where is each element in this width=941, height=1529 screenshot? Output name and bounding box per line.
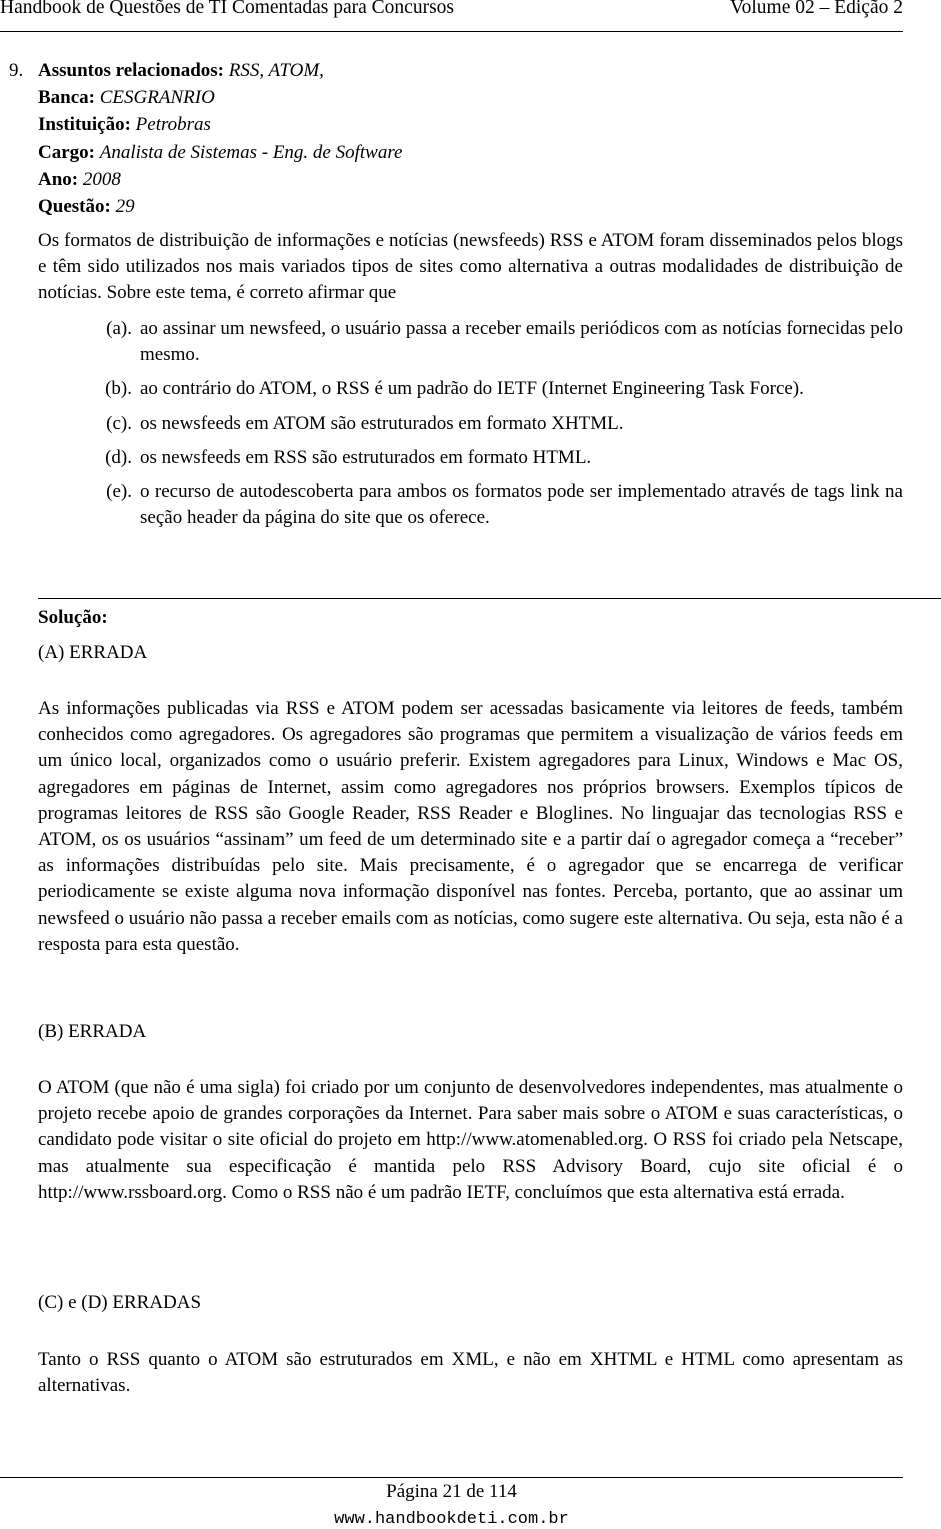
section-cd-text: Tanto o RSS quanto o ATOM são estruturados em XML, e não em XHTML e HTML como apresentam as alternativas. — [38, 1349, 903, 1397]
meta-ano: Ano: 2008 — [38, 168, 121, 190]
section-a-heading: (A) ERRADA — [38, 642, 148, 663]
option-e: (e). o recurso de autodescoberta para ambos os formatos pode ser implementado através de tags link na seção header da página do site que os oferece. — [106, 481, 903, 529]
meta-instituicao: Instituição: Petrobras — [38, 114, 211, 136]
footer-rule — [0, 1477, 903, 1478]
option-c: (c). os newsfeeds em ATOM são estruturados em formato XHTML. — [106, 412, 624, 434]
section-b-text: O ATOM (que não é uma sigla) foi criado por um conjunto de desenvolvedores independentes, mas atualmente o projeto recebe apoio de grandes corporações da Internet. Para saber mais sobre o ATOM e suas características, o candidato pode visitar o site oficial do projeto em http://www.atomenabled.org. O RSS foi criado pela Netscape, mas atualmente sua especificação é mantida pelo RSS Advisory Board, cujo site oficial é o http://www.rssboard.org. Como o RSS não é um padrão IETF, concluímos que esta alternativa está errada. — [38, 1077, 903, 1203]
question-meta — [38, 57, 402, 220]
solution-title: Solução: — [38, 607, 108, 628]
section-cd-heading: (C) e (D) ERRADAS — [38, 1292, 202, 1313]
meta-cargo: Cargo: Analista de Sistemas - Eng. de Software — [38, 141, 403, 163]
option-a: (a). ao assinar um newsfeed, o usuário passa a receber emails periódicos com as notícias fornecidas pelo mesmo. — [106, 318, 903, 366]
meta-subjects: Assuntos relacionados: RSS, ATOM, — [38, 60, 324, 81]
header-rule — [0, 31, 903, 32]
section-b-heading: (B) ERRADA — [38, 1021, 147, 1042]
meta-banca: Banca: CESGRANRIO — [38, 87, 215, 109]
page-number: Página 21 de 114 — [386, 1481, 517, 1502]
running-header — [0, 0, 903, 19]
volume-label: Volume 02 – Edição 2 — [730, 0, 903, 18]
book-title: Handbook de Questões de TI Comentadas para Concursos — [0, 0, 454, 18]
question-statement: Os formatos de distribuição de informações e notícias (newsfeeds) RSS e ATOM foram disseminados pelos blogs e têm sido utilizados nos mais variados tipos de sites como alternativa a outras modalidades de distribuição de notícias. Sobre este tema, é correto afirmar que — [38, 230, 903, 304]
section-a-text: As informações publicadas via RSS e ATOM podem ser acessadas basicamente via leitores de feeds, também conhecidos como agregadores. Os agregadores são programas que permitem a visualização de vários feeds em um único local, organizados como o usuário preferir. Existem agregadores para Linux, Windows e Mac OS, agregadores em páginas de Internet, assim como agregadores nos próprios browsers. Exemplos típicos de programas leitores de RSS são Google Reader, RSS Reader e Bloglines. No linguajar das tecnologias RSS e ATOM, os os usuários “assinam” um feed de um determinado site e a partir daí o agregador começa a “receber” as informações distribuídas pelo site. Mais precisamente, é o agregador que se encarrega de verificar periodicamente se existe alguma nova informação disponível nas fontes. Perceba, portanto, que ao assinar um newsfeed o usuário não passa a receber emails com as notícias, como sugere este alternativa. Ou seja, esta não é a resposta para esta questão. — [38, 698, 903, 955]
solution-rule — [38, 598, 941, 599]
question-number: 9. — [9, 60, 24, 81]
option-b: (b). ao contrário do ATOM, o RSS é um padrão do IETF (Internet Engineering Task Force). — [105, 378, 804, 400]
footer-url[interactable]: www.handbookdeti.com.br — [334, 1510, 569, 1529]
option-d: (d). os newsfeeds em RSS são estruturados em formato HTML. — [105, 446, 592, 468]
meta-questao: Questão: 29 — [38, 196, 135, 218]
options-list — [38, 316, 903, 539]
